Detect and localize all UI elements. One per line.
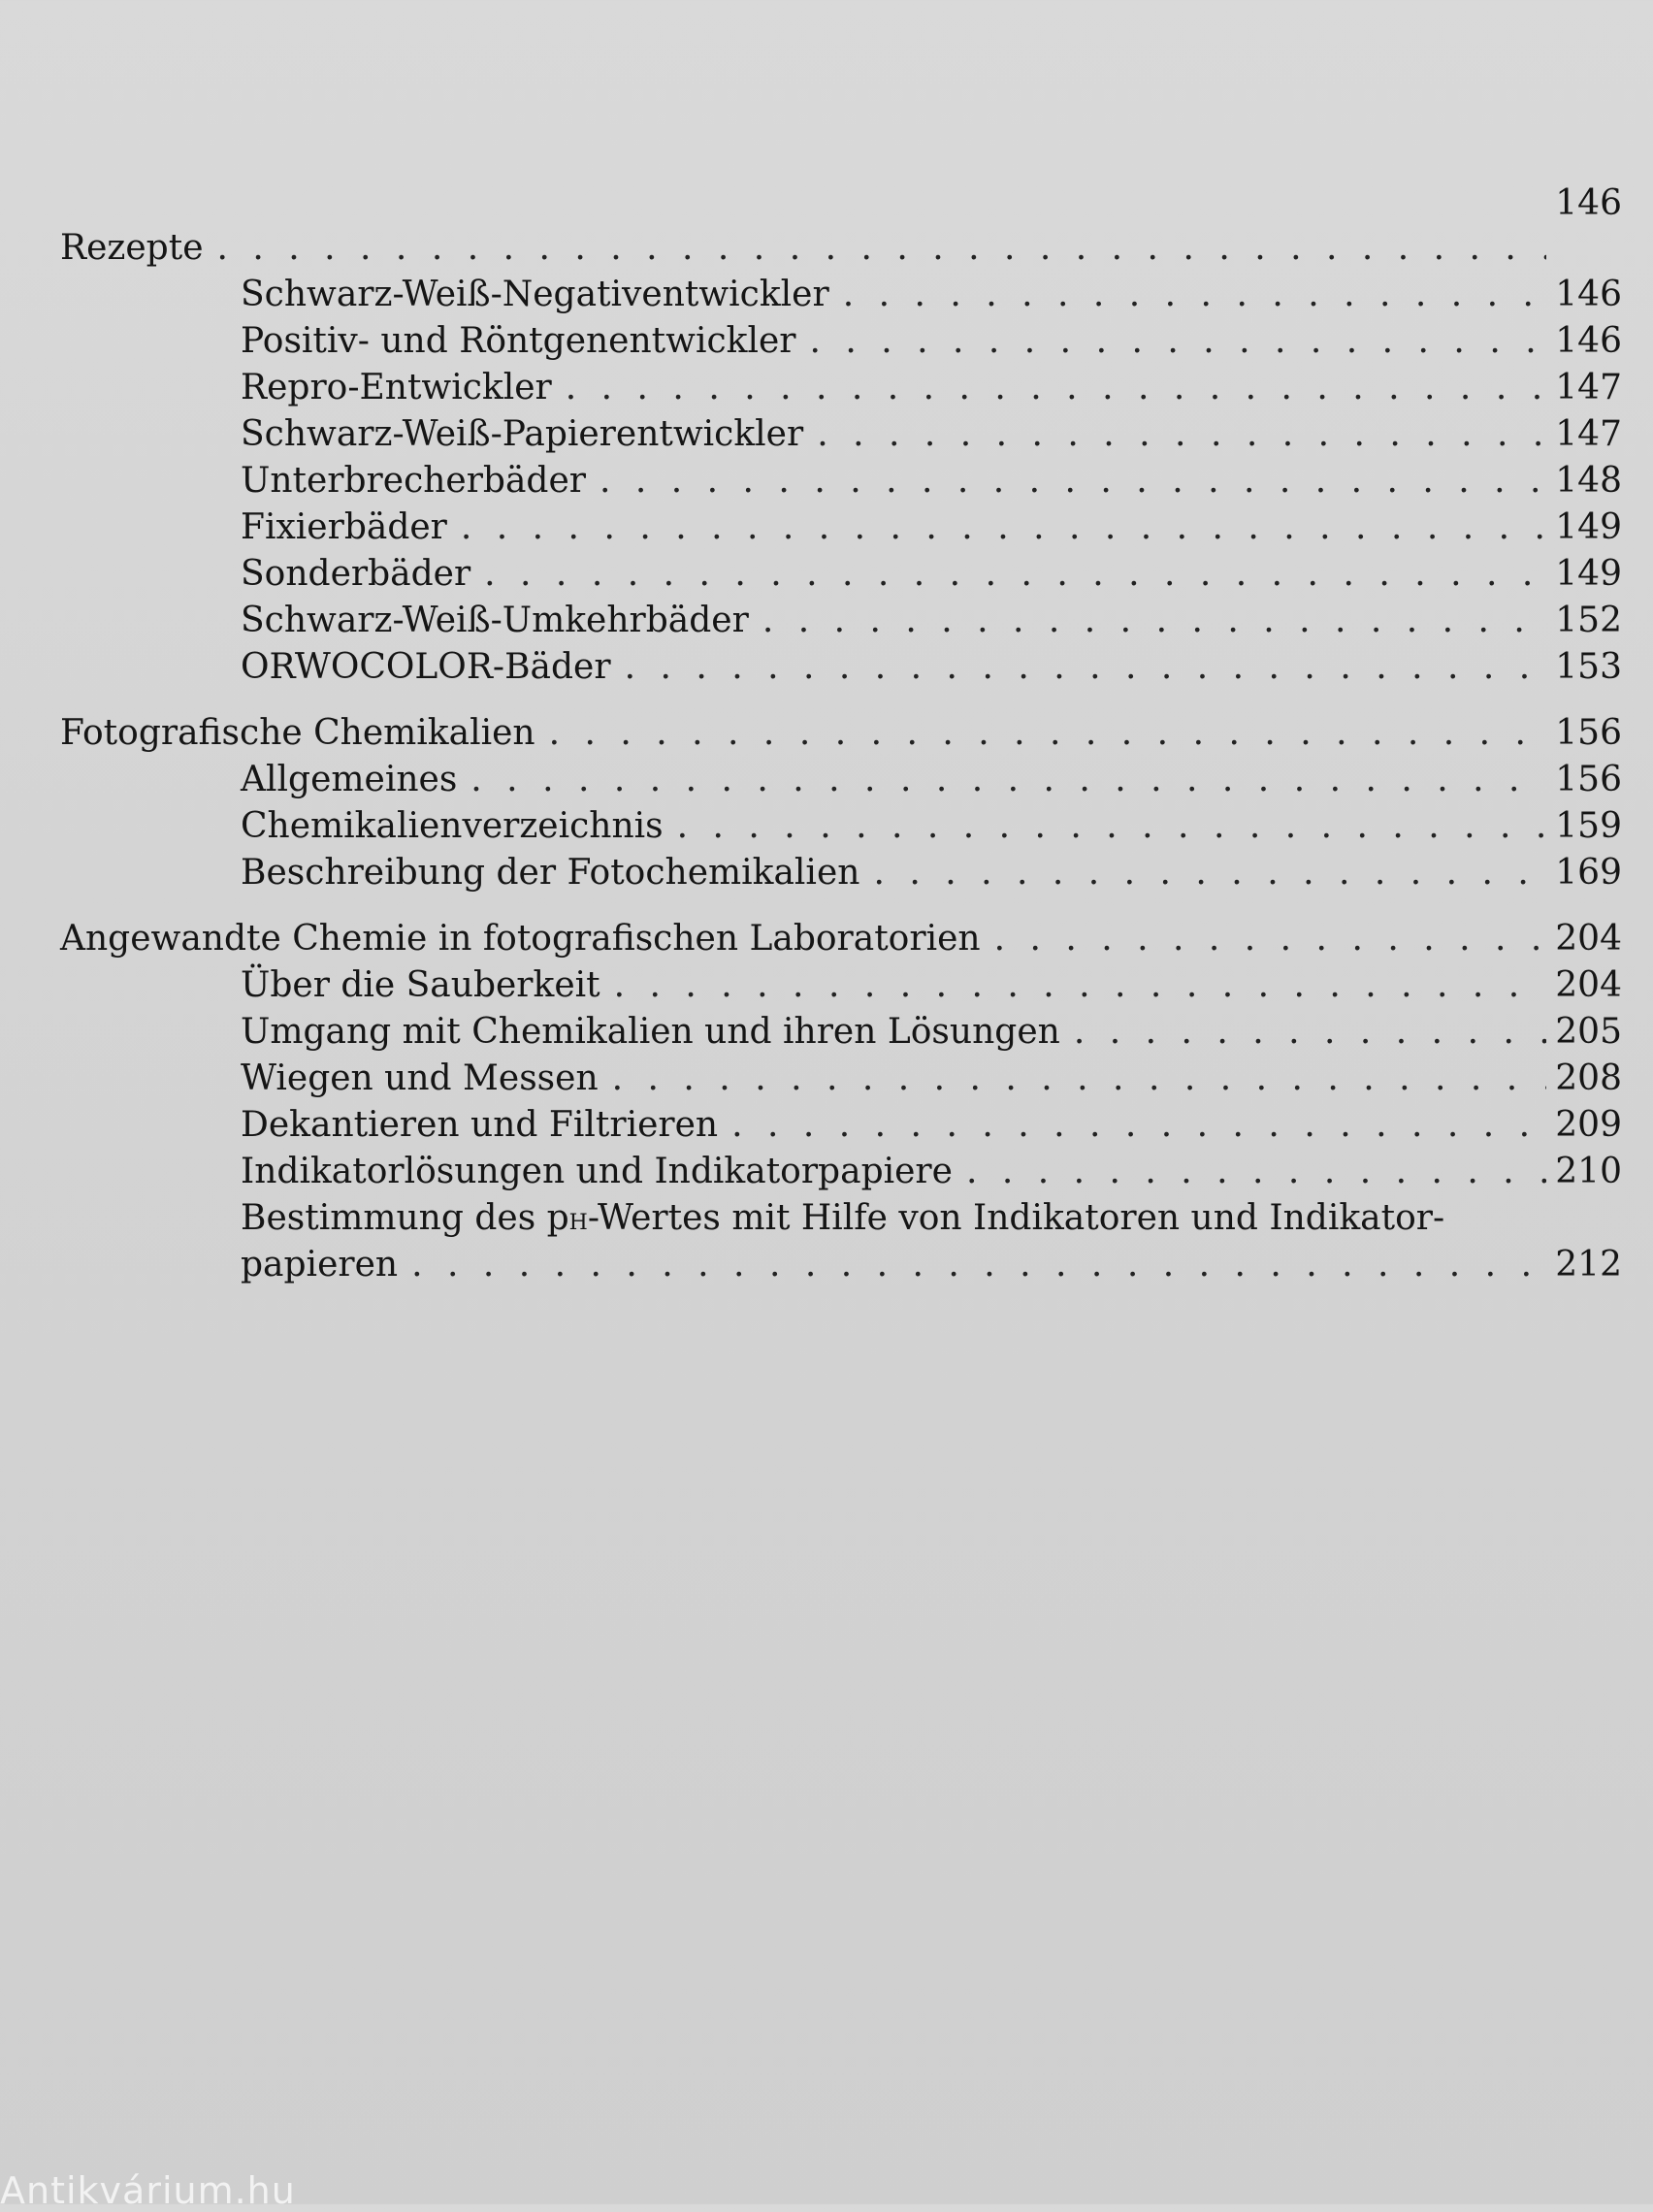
- toc-sub-entry: [0, 504, 1622, 551]
- toc-sub-title: Schwarz-Weiß-Umkehrbäder: [241, 601, 749, 640]
- dot-leader: [817, 411, 1546, 458]
- dot-leader: [612, 1056, 1546, 1102]
- toc-sub-title: Allgemeines: [241, 760, 458, 799]
- toc-sub-entry: [0, 318, 1622, 365]
- toc-sub-title: Über die Sauberkeit: [241, 965, 600, 1005]
- dot-leader: [217, 225, 1547, 272]
- dot-leader: [625, 644, 1546, 691]
- dot-leader: [470, 757, 1546, 803]
- toc-sub-entry: [0, 757, 1622, 803]
- toc-sub-entry: [0, 1149, 1622, 1195]
- toc-main-title: Rezepte: [60, 228, 204, 268]
- toc-page-number: 152: [1555, 601, 1622, 640]
- dot-leader: [677, 803, 1546, 850]
- dot-leader: [966, 1149, 1546, 1195]
- toc-sub-title: Sonderbäder: [241, 554, 471, 594]
- toc-sub-title: Schwarz-Weiß-Papierentwickler: [241, 414, 804, 454]
- toc-page-number: 153: [1555, 647, 1622, 687]
- toc-sub-title: papieren: [241, 1245, 399, 1285]
- toc-page-number: 205: [1555, 1012, 1622, 1052]
- toc-sub-entry: [0, 411, 1622, 458]
- toc-page-number: 147: [1555, 414, 1622, 454]
- toc-sub-entry: [0, 598, 1622, 644]
- toc-sub-title: Indikatorlösungen und Indikatorpapiere: [241, 1152, 953, 1191]
- toc-sub-title: Chemikalienverzeichnis: [241, 806, 664, 846]
- toc-sub-title: Schwarz-Weiß-Negativentwickler: [241, 275, 829, 314]
- toc-sub-entry: [0, 551, 1622, 598]
- toc-sub-entry: [0, 962, 1622, 1009]
- toc-page-number: 204: [1555, 965, 1622, 1005]
- watermark-text: Antikvárium.hu: [0, 2169, 296, 2212]
- table-of-contents: [0, 225, 1653, 1308]
- toc-sub-entry: [0, 803, 1622, 850]
- toc-page-number: 209: [1555, 1105, 1622, 1145]
- dot-leader: [762, 598, 1546, 644]
- dot-leader: [614, 962, 1546, 1009]
- dot-leader: [994, 916, 1546, 962]
- dot-leader: [873, 850, 1546, 896]
- toc-sub-title-part: -Wertes mit Hilfe von Indikatoren und Indikator-: [587, 1198, 1445, 1238]
- toc-page-number: 204: [1555, 919, 1622, 959]
- dot-leader: [566, 365, 1546, 411]
- toc-page-number: 149: [1555, 554, 1622, 594]
- toc-sub-title-part: Bestimmung des p: [241, 1198, 569, 1238]
- toc-sub-entry: [0, 850, 1622, 896]
- dot-leader: [600, 458, 1546, 504]
- toc-main-entry: [0, 916, 1622, 962]
- toc-page-number: 156: [1555, 760, 1622, 799]
- toc-sub-entry: [0, 1056, 1622, 1102]
- toc-section-angewandte-chemie: [0, 916, 1653, 1288]
- toc-main-entry: [0, 710, 1622, 757]
- dot-leader: [1074, 1009, 1546, 1056]
- toc-page-number: 210: [1555, 1152, 1622, 1191]
- toc-sub-title: Wiegen und Messen: [241, 1058, 599, 1098]
- dot-leader: [843, 272, 1546, 318]
- toc-sub-entry: [0, 1102, 1622, 1149]
- toc-sub-entry-wrapped-line2: [0, 1242, 1622, 1288]
- toc-sub-title: Umgang mit Chemikalien und ihren Lösungen: [241, 1012, 1060, 1052]
- toc-sub-entry: [0, 644, 1622, 691]
- toc-sub-title: Unterbrecherbäder: [241, 461, 586, 501]
- toc-sub-entry: [0, 365, 1622, 411]
- toc-sub-title: Repro-Entwickler: [241, 368, 552, 407]
- toc-sub-entry-wrapped-line1: Bestimmung des p H -Wertes mit Hilfe von Indikatoren und Indikator-: [0, 1195, 1622, 1242]
- toc-sub-title: Fixierbäder: [241, 507, 447, 547]
- dot-leader: [461, 504, 1546, 551]
- toc-main-title: Fotografische Chemikalien: [60, 713, 535, 753]
- dot-leader: [809, 318, 1546, 365]
- toc-sub-title: Positiv- und Röntgenentwickler: [241, 321, 796, 361]
- toc-sub-title: ORWOCOLOR-Bäder: [241, 647, 611, 687]
- toc-page-number: 147: [1555, 368, 1622, 407]
- toc-page-number: 169: [1555, 853, 1622, 893]
- toc-sub-entry: [0, 272, 1622, 318]
- dot-leader: [411, 1242, 1546, 1288]
- toc-page-number: 212: [1555, 1245, 1622, 1285]
- toc-page-number: 208: [1555, 1058, 1622, 1098]
- toc-sub-title: Dekantieren und Filtrieren: [241, 1105, 719, 1145]
- toc-page-number: 148: [1555, 461, 1622, 501]
- toc-page-number: 156: [1555, 713, 1622, 753]
- toc-page-number: 149: [1555, 507, 1622, 547]
- toc-main-title: Angewandte Chemie in fotografischen Laboratorien: [60, 919, 981, 959]
- toc-page-number: 146: [1555, 321, 1622, 361]
- dot-leader: [731, 1102, 1546, 1149]
- toc-sub-title: Beschreibung der Fotochemikalien: [241, 853, 860, 893]
- toc-sub-entry: [0, 1009, 1622, 1056]
- toc-sub-entry: [0, 458, 1622, 504]
- dot-leader: [484, 551, 1546, 598]
- toc-section-chemikalien: [0, 710, 1653, 896]
- toc-page-number: 159: [1555, 806, 1622, 846]
- dot-leader: [549, 710, 1546, 757]
- toc-main-entry: [0, 225, 1622, 272]
- top-page-number: 146: [1555, 183, 1622, 223]
- toc-page-number: 146: [1555, 275, 1622, 314]
- toc-section-rezepte: [0, 225, 1653, 691]
